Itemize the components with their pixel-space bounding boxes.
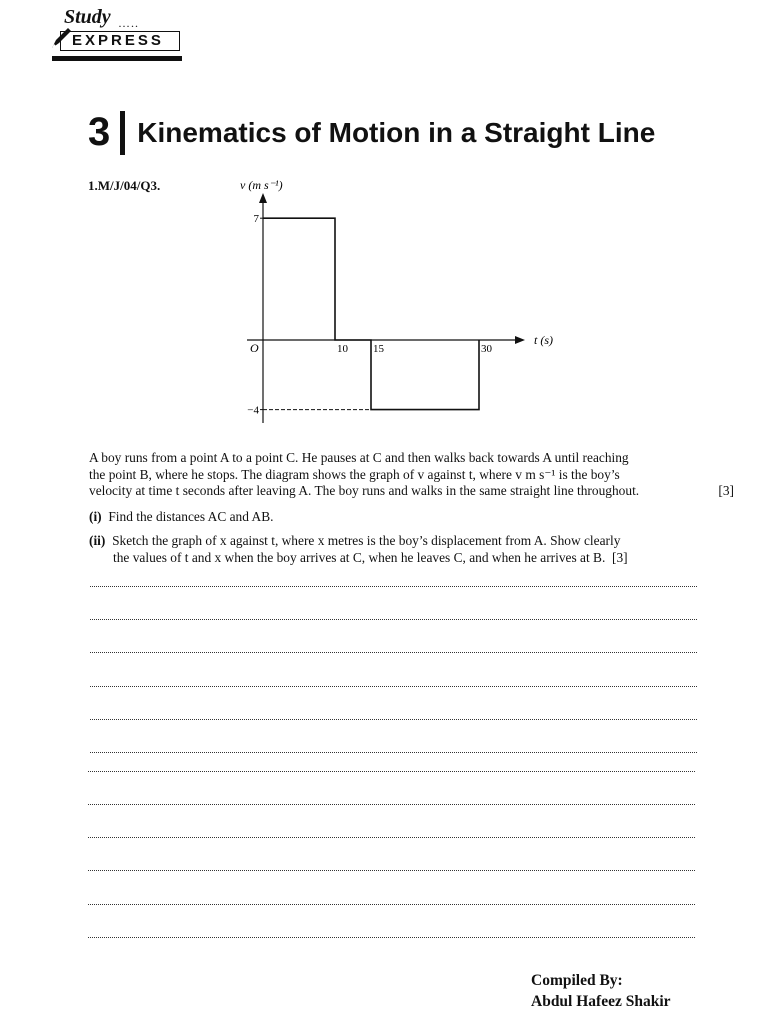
answer-line[interactable] (88, 870, 695, 871)
answer-line[interactable] (90, 652, 697, 653)
answer-line[interactable] (90, 752, 697, 753)
origin-label: O (250, 341, 259, 355)
y-axis-label: v (m s⁻¹) (240, 178, 283, 192)
chapter-title: Kinematics of Motion in a Straight Line (137, 116, 656, 148)
answer-line[interactable] (88, 804, 695, 805)
part-i-label: (i) (89, 509, 102, 524)
part-ii (89, 533, 719, 566)
intro-line: the point B, where he stops. The diagram shows the graph of v against t, where v m s⁻¹ is the boy’s (89, 466, 620, 482)
y-tick-label: 7 (253, 213, 259, 226)
x-tick-label: 30 (481, 343, 492, 355)
answer-line[interactable] (88, 771, 695, 772)
chapter-divider (120, 111, 125, 155)
part-ii-marks: [3] (612, 549, 628, 565)
x-tick-label: 15 (373, 343, 384, 355)
question-intro (89, 450, 734, 500)
part-i (89, 509, 274, 526)
intro-line: A boy runs from a point A to a point C. He pauses at C and then walks back towards A until reaching (89, 450, 629, 465)
question-reference: 1.M/J/04/Q3. (88, 178, 161, 193)
logo-study-text: Study (64, 6, 111, 28)
velocity-series-line (263, 218, 479, 409)
compiler-name: Abdul Hafeez Shakir (531, 993, 671, 1010)
intro-marks: [3] (718, 483, 734, 498)
answer-line[interactable] (90, 686, 697, 687)
logo-dots: ….. (118, 16, 139, 30)
answer-line[interactable] (90, 619, 697, 620)
part-ii-line: Sketch the graph of x against t, where x metres is the boy’s displacement from A. Show clearly (112, 533, 621, 548)
chapter-heading (88, 110, 655, 155)
intro-line: velocity at time t seconds after leaving A. The boy runs and walks in the same straight line throughout. (89, 483, 640, 498)
study-express-logo (48, 6, 188, 62)
answer-line[interactable] (90, 586, 697, 587)
y-axis-arrow (259, 193, 267, 203)
part-ii-line: the values of t and x when the boy arrives at C, when he leaves C, and when he arrives at B. (113, 549, 606, 565)
answer-line[interactable] (90, 719, 697, 720)
answer-line[interactable] (88, 837, 695, 838)
chapter-number: 3 (88, 110, 111, 154)
logo-express-text: EXPRESS (72, 32, 164, 49)
logo-underline (52, 56, 182, 61)
answer-line[interactable] (88, 904, 695, 905)
x-axis-label: t (s) (534, 333, 553, 347)
compiled-by (531, 970, 671, 1012)
velocity-time-graph (225, 175, 565, 435)
answer-line[interactable] (88, 937, 695, 938)
y-tick-label: −4 (247, 404, 259, 417)
x-tick-label: 10 (337, 343, 348, 355)
part-i-text: Find the distances AC and AB. (108, 509, 274, 524)
x-axis-arrow (515, 336, 525, 344)
part-ii-label: (ii) (89, 533, 106, 548)
compiled-by-label: Compiled By: (531, 972, 623, 989)
